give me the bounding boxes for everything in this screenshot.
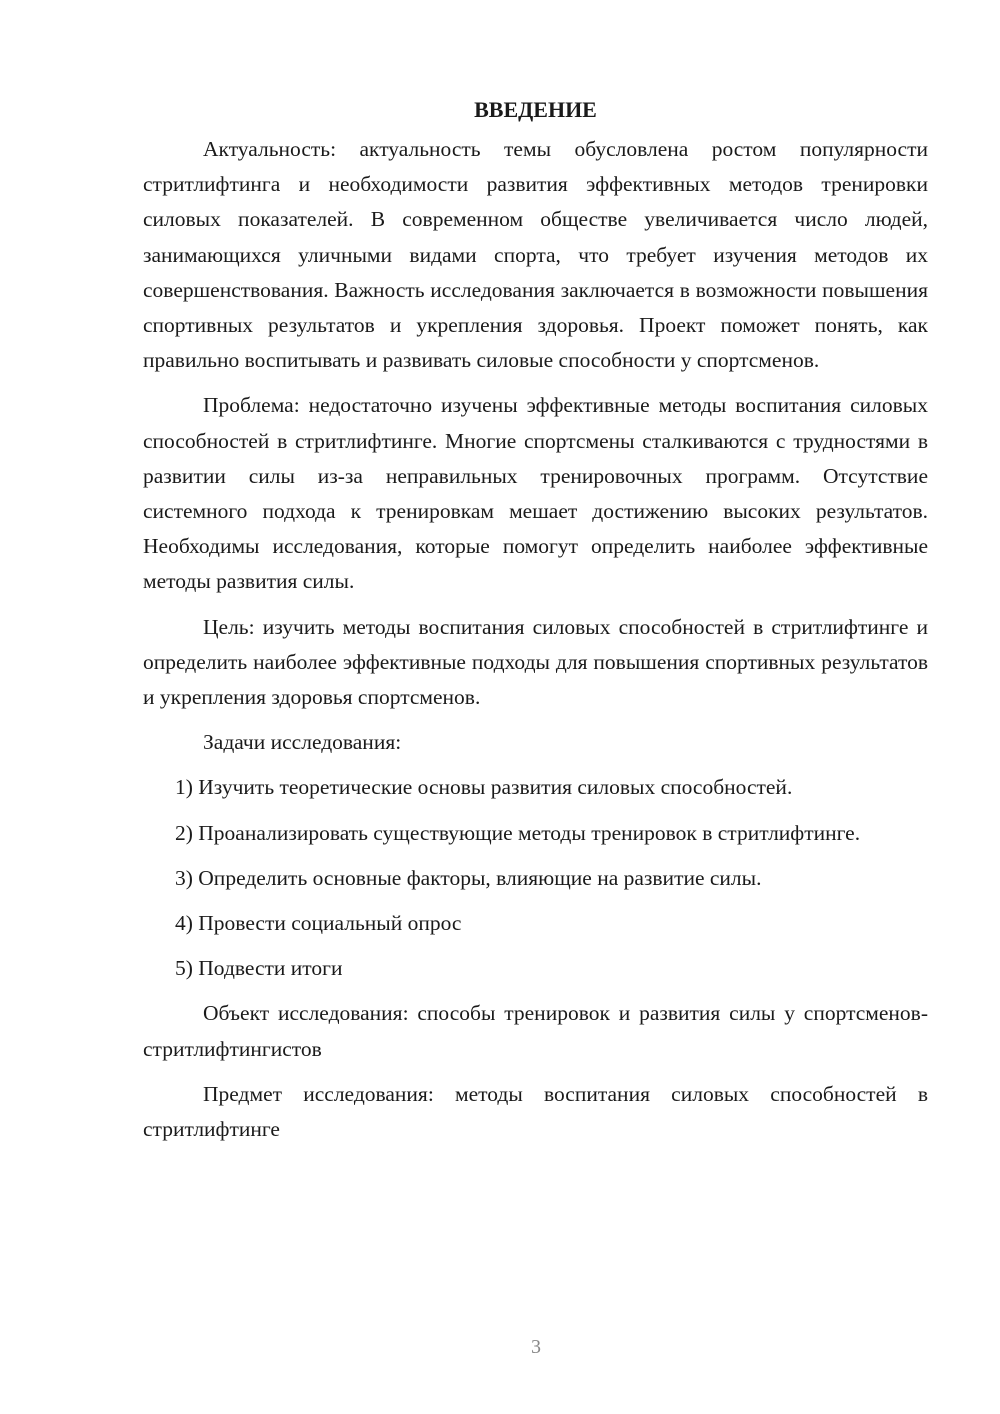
task-item: 2) Проанализировать существующие методы тренировок в стритлифтинге. — [175, 820, 861, 845]
problem-paragraph: Проблема: недостаточно изучены эффективные методы воспитания силовых способностей в стритлифтинге. Многие спортсмены сталкиваются с трудностями в развитии силы из-за неправильных тренировочных программ. Отсутствие системного подхода к тренировкам мешает достижению высоких результатов. Необходимы исследования, которые помогут определить наиболее эффективные методы развития силы. — [143, 393, 928, 594]
object-paragraph: Объект исследования: способы тренировок и развития силы у спортсменов-стритлифтингистов — [143, 1001, 928, 1061]
page-number: 3 — [531, 1336, 541, 1358]
page-title: ВВЕДЕНИЕ — [474, 97, 597, 122]
task-item: 4) Провести социальный опрос — [175, 911, 462, 936]
task-item: 5) Подвести итоги — [175, 956, 343, 981]
page-content — [143, 92, 928, 1157]
tasks-list — [143, 770, 928, 986]
tasks-heading: Задачи исследования: — [203, 730, 402, 755]
task-item: 1) Изучить теоретические основы развития силовых способностей. — [175, 775, 793, 800]
goal-paragraph: Цель: изучить методы воспитания силовых способностей в стритлифтинге и определить наиболее эффективные подходы для повышения спортивных результатов и укрепления здоровья спортсменов. — [143, 614, 928, 710]
task-item: 3) Определить основные факторы, влияющие на развитие силы. — [175, 865, 762, 890]
relevance-paragraph: Актуальность: актуальность темы обусловлена ростом популярности стритлифтинга и необходимости развития эффективных методов тренировки силовых показателей. В современном обществе увеличивается число людей, занимающихся уличными видами спорта, что требует изучения методов их совершенствования. Важность исследования заключается в возможности повышения спортивных результатов и укрепления здоровья. Проект поможет понять, как правильно воспитывать и развивать силовые способности у спортсменов. — [143, 137, 928, 373]
subject-paragraph: Предмет исследования: методы воспитания силовых способностей в стритлифтинге — [143, 1081, 928, 1142]
